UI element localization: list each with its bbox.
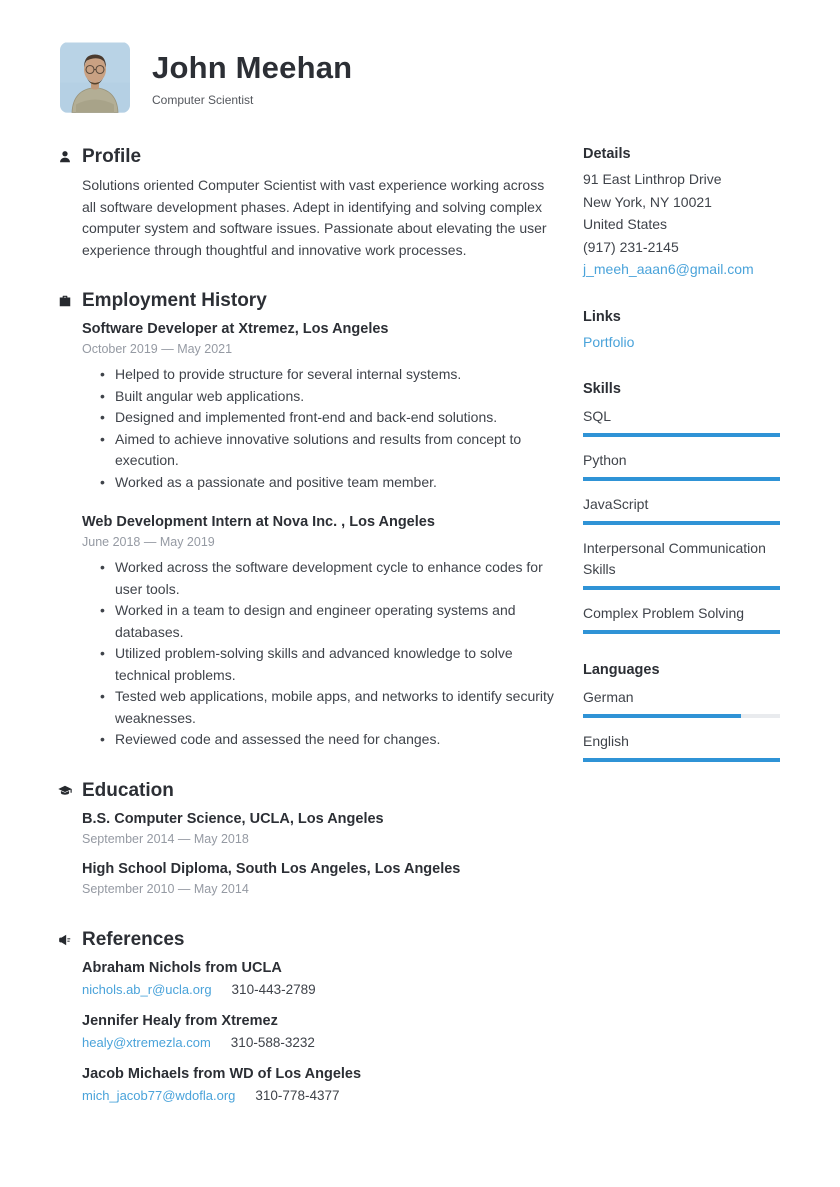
language-meter (583, 714, 780, 718)
languages-group (583, 662, 780, 762)
reference-name: Jennifer Healy from Xtremez (82, 1012, 278, 1029)
bullet-item: • Designed and implemented front-end and back-end solutions. (82, 407, 560, 429)
details-group (583, 146, 780, 281)
candidate-job-title: Computer Scientist (152, 93, 254, 107)
education-entry (82, 859, 560, 896)
details-heading: Details (583, 146, 631, 162)
skill-meter (583, 630, 780, 634)
profile-photo (60, 42, 130, 113)
job-title: Software Developer at Xtremez, Los Angeles (82, 321, 389, 337)
bullet-item: • Tested web applications, mobile apps, and networks to identify security weaknesses. (82, 686, 560, 729)
links-group (583, 309, 780, 354)
education-dates: September 2014 — May 2018 (82, 831, 249, 846)
reference-entry (82, 958, 560, 997)
skill-meter (583, 586, 780, 590)
reference-contact (82, 982, 560, 997)
job-dates: October 2019 — May 2021 (82, 342, 233, 356)
bullet-item: • Worked in a team to design and engineer operating systems and databases. (82, 600, 560, 643)
email-link[interactable]: j_meeh_aaan6@gmail.com (583, 261, 754, 277)
reference-email-link[interactable]: mich_jacob77@wdofla.org (82, 1087, 236, 1103)
bullet-item: • Aimed to achieve innovative solutions and results from concept to execution. (82, 429, 560, 472)
skill-label: SQL (583, 408, 612, 424)
header-text (152, 42, 352, 107)
reference-entry (82, 1011, 560, 1050)
body-columns (0, 113, 840, 1132)
job-title: Web Development Intern at Nova Inc. , Los Angeles (82, 514, 435, 530)
sidebar-column (583, 146, 780, 1132)
bullet-item: • Utilized problem-solving skills and advanced knowledge to solve technical problems. (82, 643, 560, 686)
skill-label: Python (583, 452, 627, 468)
employment-title: Employment History (82, 290, 267, 311)
skill-item (583, 538, 780, 590)
reference-phone: 310-443-2789 (231, 981, 316, 997)
reference-contact (82, 1088, 560, 1103)
skill-item (583, 494, 780, 525)
skill-label: JavaScript (583, 496, 649, 512)
reference-contact (82, 1035, 560, 1050)
profile-heading-row (58, 146, 560, 168)
job-entry (82, 512, 560, 751)
person-icon (58, 150, 82, 164)
skill-meter (583, 521, 780, 525)
profile-photo-illustration (60, 42, 130, 113)
section-profile (58, 146, 560, 261)
megaphone-icon (58, 933, 82, 947)
skills-heading: Skills (583, 381, 621, 397)
education-entry (82, 809, 560, 846)
skill-label: Interpersonal Communication Skills (583, 540, 766, 577)
language-meter (583, 758, 780, 762)
reference-name: Abraham Nichols from UCLA (82, 959, 282, 976)
education-degree: High School Diploma, South Los Angeles, Los Angeles (82, 860, 461, 877)
language-label: English (583, 733, 629, 749)
phone-number: (917) 231-2145 (583, 238, 679, 255)
reference-phone: 310-778-4377 (255, 1087, 340, 1103)
skill-meter (583, 433, 780, 437)
section-education (58, 780, 560, 896)
language-item (583, 687, 780, 718)
reference-entry (82, 1064, 560, 1103)
references-heading-row (58, 929, 560, 951)
language-label: German (583, 689, 634, 705)
address-line: United States (583, 216, 668, 232)
candidate-name: John Meehan (152, 50, 353, 85)
bullet-item: • Worked as a passionate and positive team member. (82, 472, 560, 494)
job-entry (82, 319, 560, 493)
profile-title: Profile (82, 146, 142, 167)
education-degree: B.S. Computer Science, UCLA, Los Angeles (82, 810, 384, 827)
skill-label: Complex Problem Solving (583, 605, 745, 621)
skill-item (583, 603, 780, 634)
main-column (58, 146, 560, 1132)
address-line: 91 East Linthrop Drive (583, 171, 722, 187)
job-bullets (82, 364, 560, 493)
languages-heading: Languages (583, 662, 660, 678)
section-employment (58, 290, 560, 751)
education-title: Education (82, 779, 174, 801)
bullet-item: • Built angular web applications. (82, 386, 560, 408)
language-item (583, 731, 780, 762)
reference-email-link[interactable]: nichols.ab_r@ucla.org (82, 981, 212, 997)
education-dates: September 2010 — May 2014 (82, 881, 249, 896)
links-heading: Links (583, 308, 621, 325)
skill-item (583, 406, 780, 437)
header (0, 0, 840, 113)
reference-email-link[interactable]: healy@xtremezla.com (82, 1034, 211, 1050)
skill-item (583, 450, 780, 481)
skills-group (583, 381, 780, 634)
references-title: References (82, 928, 185, 950)
address-line: New York, NY 10021 (583, 193, 712, 210)
bullet-item: • Helped to provide structure for several internal systems. (82, 364, 560, 386)
job-bullets (82, 557, 560, 751)
bullet-item: • Reviewed code and assessed the need for changes. (82, 729, 560, 751)
graduation-cap-icon (58, 784, 82, 798)
bullet-item: • Worked across the software development cycle to enhance codes for user tools. (82, 557, 560, 600)
reference-phone: 310-588-3232 (230, 1034, 315, 1050)
employment-heading-row (58, 290, 560, 312)
reference-name: Jacob Michaels from WD of Los Angeles (82, 1065, 362, 1082)
profile-text: Solutions oriented Computer Scientist with vast experience working across all software development phases. Adept in identifying and solving complex computer system and software issues. Passionate about elevating the user experience through thoughtful and innovative work processes. (82, 177, 547, 258)
job-dates: June 2018 — May 2019 (82, 535, 215, 549)
briefcase-icon (58, 294, 82, 308)
portfolio-link[interactable]: Portfolio (583, 333, 635, 350)
skill-meter (583, 477, 780, 481)
section-references (58, 929, 560, 1103)
education-heading-row (58, 780, 560, 802)
